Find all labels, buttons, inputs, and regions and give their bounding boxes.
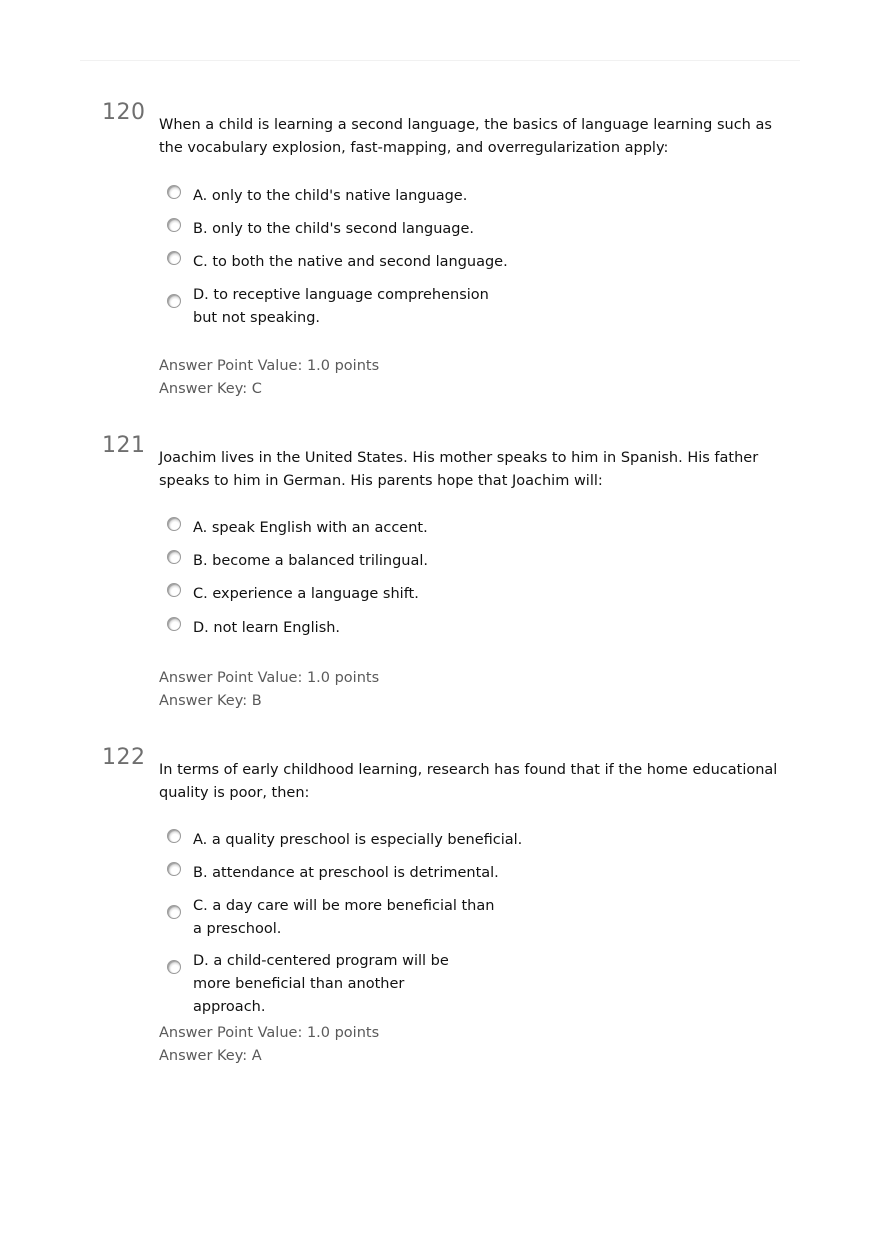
- radio-button-icon[interactable]: [167, 583, 181, 597]
- option-label: B. only to the child's second language.: [193, 221, 475, 237]
- option-label: A. a quality preschool is especially beneficial.: [193, 832, 523, 848]
- option-label: C. experience a language shift.: [193, 586, 419, 602]
- radio-button-icon[interactable]: [167, 294, 181, 308]
- option-a[interactable]: [0, 185, 600, 215]
- radio-button-icon[interactable]: [167, 251, 181, 265]
- question-stem: Joachim lives in the United States. His mother speaks to him in Spanish. His father speaks to him in German. His parents hope that Joachim will:: [159, 450, 759, 489]
- answer-key: Answer Key: C: [159, 381, 262, 397]
- radio-button-icon[interactable]: [167, 960, 181, 974]
- radio-button-icon[interactable]: [167, 517, 181, 531]
- option-c[interactable]: [0, 895, 600, 945]
- option-label: C. a day care will be more beneficial than a preschool.: [193, 898, 495, 937]
- radio-button-icon[interactable]: [167, 617, 181, 631]
- option-label: A. speak English with an accent.: [193, 520, 428, 536]
- option-label: C. to both the native and second language.: [193, 254, 508, 270]
- radio-button-icon[interactable]: [167, 905, 181, 919]
- top-divider: [80, 60, 800, 61]
- radio-button-icon[interactable]: [167, 550, 181, 564]
- radio-button-icon[interactable]: [167, 185, 181, 199]
- question-number: 122: [102, 745, 146, 770]
- radio-button-icon[interactable]: [167, 218, 181, 232]
- question-stem: In terms of early childhood learning, research has found that if the home educational quality is poor, then:: [159, 762, 778, 801]
- option-label: A. only to the child's native language.: [193, 188, 468, 204]
- question-number: 121: [102, 433, 146, 458]
- option-label: B. become a balanced trilingual.: [193, 553, 429, 569]
- option-c[interactable]: [0, 251, 600, 281]
- option-a[interactable]: [0, 829, 600, 859]
- option-c[interactable]: [0, 583, 600, 613]
- option-label: D. not learn English.: [193, 620, 341, 636]
- radio-button-icon[interactable]: [167, 829, 181, 843]
- answer-point-value: Answer Point Value: 1.0 points: [159, 358, 380, 374]
- option-b[interactable]: [0, 550, 600, 580]
- option-b[interactable]: [0, 218, 600, 248]
- answer-point-value: Answer Point Value: 1.0 points: [159, 1025, 380, 1041]
- answer-key: Answer Key: A: [159, 1048, 262, 1064]
- question-number: 120: [102, 100, 146, 125]
- option-a[interactable]: [0, 517, 600, 547]
- option-label: B. attendance at preschool is detrimental.: [193, 865, 499, 881]
- option-d[interactable]: [0, 617, 600, 647]
- option-b[interactable]: [0, 862, 600, 892]
- answer-key: Answer Key: B: [159, 693, 262, 709]
- question-stem: When a child is learning a second language, the basics of language learning such as the vocabulary explosion, fast-mapping, and overregularization apply:: [159, 117, 772, 156]
- option-label: D. to receptive language comprehension but not speaking.: [193, 287, 489, 326]
- option-label: D. a child-centered program will be more beneficial than another approach.: [193, 953, 449, 1015]
- option-d[interactable]: [0, 950, 600, 1015]
- answer-point-value: Answer Point Value: 1.0 points: [159, 670, 380, 686]
- option-d[interactable]: [0, 284, 600, 334]
- radio-button-icon[interactable]: [167, 862, 181, 876]
